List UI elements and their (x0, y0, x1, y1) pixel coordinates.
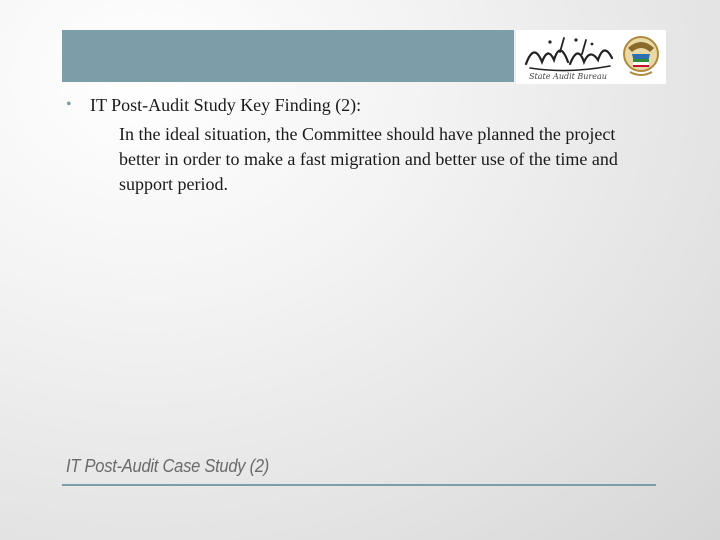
bullet-heading: IT Post-Audit Study Key Finding (2): (90, 95, 362, 115)
arabic-calligraphy-logo-icon (520, 34, 616, 74)
slide-content (62, 94, 662, 197)
bullet-icon: • (66, 96, 72, 113)
bullet-item (62, 94, 662, 116)
footer-divider (62, 484, 656, 486)
kuwait-emblem-icon (620, 34, 662, 80)
header-band (62, 30, 514, 82)
finding-paragraph: In the ideal situation, the Committee should have planned the project better in order to make a fast migration and better use of the time and support period. (119, 124, 618, 194)
footer-title: IT Post-Audit Case Study (2) (66, 456, 270, 476)
logo-caption: State Audit Bureau (529, 72, 607, 81)
logo-area (516, 30, 666, 84)
